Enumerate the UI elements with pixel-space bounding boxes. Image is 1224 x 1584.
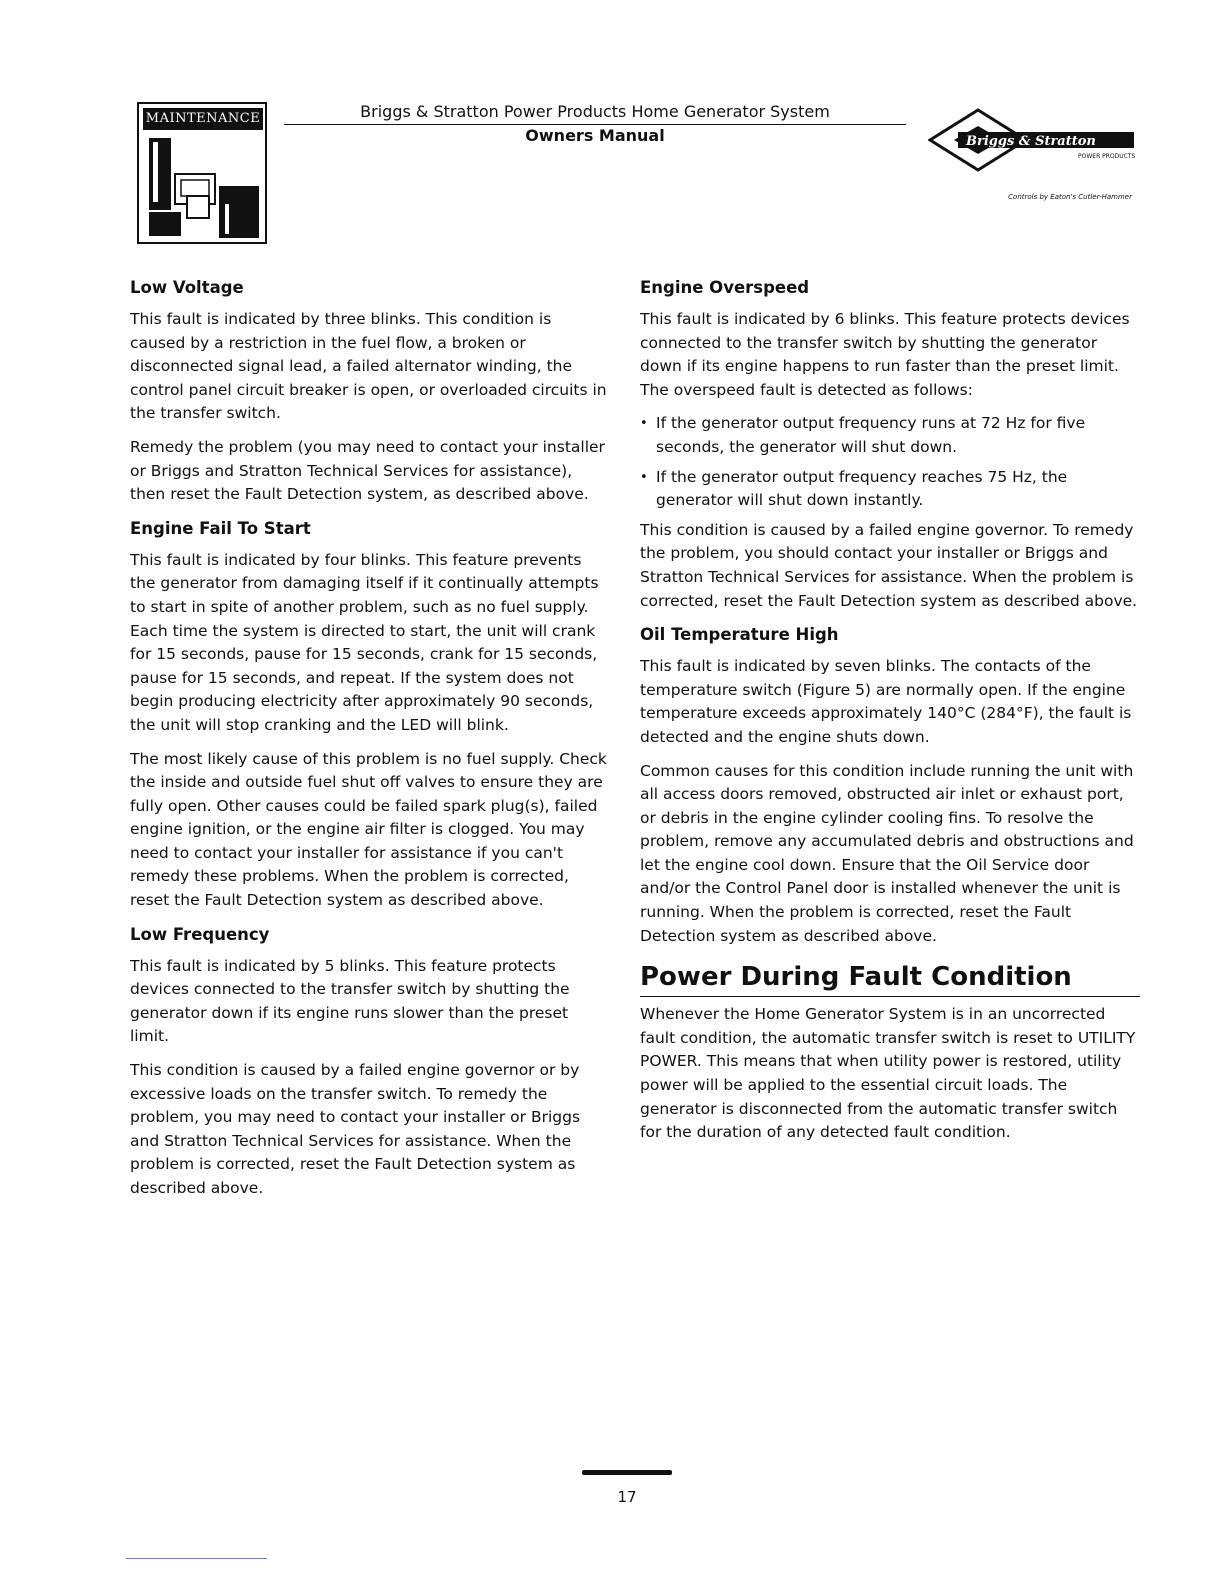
logo-sub-text: POWER PRODUCTS — [1078, 153, 1136, 160]
maintenance-badge — [137, 102, 267, 244]
page-number: 17 — [617, 1488, 637, 1506]
engine-fail-heading: Engine Fail To Start — [130, 518, 311, 538]
overspeed-p2: This condition is caused by a failed engine governor. To remedy the problem, you should contact your installer or Briggs and Stratton Technical Services for assistance. When the problem is corrected, reset the Fault Detection system as described above. — [640, 520, 1138, 610]
overspeed-list — [640, 412, 1140, 512]
logo-caption: Controls by Eaton's Cutler-Hammer — [1008, 193, 1132, 201]
overspeed-p1: This fault is indicated by 6 blinks. This feature protects devices connected to the transfer switch by shutting the generator down if its engine happens to run faster than the preset limit. The overspeed fault is detected as follows: — [640, 310, 1130, 399]
list-item: • If the generator output frequency reaches 75 Hz, the generator will shut down instantly. — [656, 466, 1140, 513]
document-subtitle: Owners Manual — [525, 126, 665, 145]
engine-fail-p2: The most likely cause of this problem is no fuel supply. Check the inside and outside fuel shut off valves to ensure they are fully open. Other causes could be failed spark plug(s), failed engine ignition, or the engine air filter is clogged. You may need to contact your installer for assistance if you can't remedy these problems. When the problem is corrected, reset the Fault Detection system as described above. — [130, 749, 607, 910]
engine-fail-p1: This fault is indicated by four blinks. This feature prevents the generator from damaging itself if it continually attempts to start in spite of another problem, such as no fuel supply. Each time the system is directed to start, the unit will crank for 15 seconds, pause for 15 seconds, crank for 15 seconds, pause for 15 seconds, and repeat. If the system does not begin producing electricity after approximately 90 seconds, the unit will stop cranking and the LED will blink. — [130, 550, 599, 734]
power-during-heading: Power During Fault Condition — [640, 960, 1140, 997]
left-column — [130, 276, 610, 1211]
oil-temp-heading: Oil Temperature High — [640, 625, 839, 645]
maintenance-tag: MAINTENANCE — [143, 108, 263, 130]
bottom-divider — [126, 1558, 267, 1559]
low-frequency-p1: This fault is indicated by 5 blinks. This feature protects devices connected to the transfer switch by shutting the generator down if its engine runs slower than the preset limit. — [130, 956, 570, 1046]
low-frequency-p2: This condition is caused by a failed engine governor or by excessive loads on the transfer switch. To remedy the problem, you may need to contact your installer or Briggs and Stratton Technical Services for assistance. When the problem is corrected, reset the Fault Detection system as described above. — [130, 1061, 581, 1197]
document-title: Briggs & Stratton Power Products Home Generator System — [284, 102, 906, 125]
logo-brand-text: Briggs & Stratton — [966, 134, 1096, 149]
overspeed-heading: Engine Overspeed — [640, 278, 810, 297]
right-column — [640, 276, 1140, 1155]
low-frequency-heading: Low Frequency — [130, 924, 270, 944]
manual-illustration-icon — [145, 134, 261, 238]
list-item: • If the generator output frequency runs at 72 Hz for five seconds, the generator will shut down. — [656, 412, 1140, 459]
low-voltage-heading: Low Voltage — [130, 278, 244, 297]
footer-bar — [582, 1470, 672, 1475]
power-during-p1: Whenever the Home Generator System is in an uncorrected fault condition, the automatic transfer switch is reset to UTILITY POWER. This means that when utility power is restored, utility power will be applied to the essential circuit loads. The generator is disconnected from the automatic transfer switch for the duration of any detected fault condition. — [640, 1005, 1136, 1142]
oil-temp-p1: This fault is indicated by seven blinks. The contacts of the temperature switch (Figure 5) are normally open. If the engine temperature exceeds approximately 140°C (284°F), the fault is detected and the engine shuts down. — [640, 657, 1132, 746]
low-voltage-p2: Remedy the problem (you may need to contact your installer or Briggs and Stratton Technical Services for assistance), then reset the Fault Detection system, as described above. — [130, 437, 605, 504]
low-voltage-p1: This fault is indicated by three blinks. This condition is caused by a restriction in the fuel flow, a broken or disconnected signal lead, a failed alternator winding, the control panel circuit breaker is open, or overloaded circuits in the transfer switch. — [130, 310, 607, 423]
oil-temp-p2: Common causes for this condition include running the unit with all access doors removed, obstructed air inlet or exhaust port, or debris in the engine cylinder cooling fins. To resolve the problem, remove any accumulated debris and obstructions and let the engine cool down. Ensure that the Oil Service door and/or the Control Panel door is installed whenever the unit is running. When the problem is corrected, reset the Fault Detection system as described above. — [640, 761, 1134, 945]
